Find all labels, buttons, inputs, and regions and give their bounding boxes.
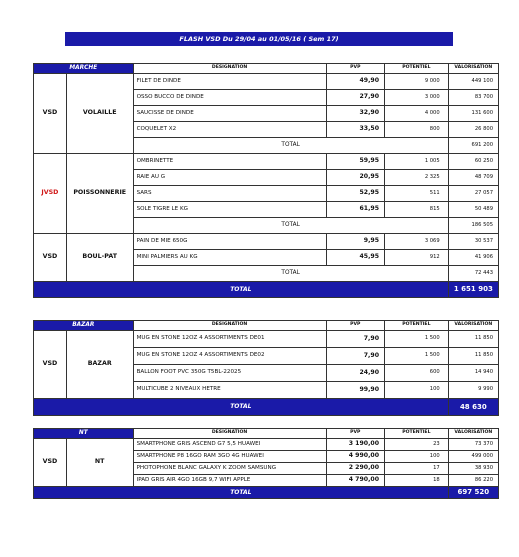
pvp-cell: 24,90: [326, 365, 385, 382]
designation-cell: MINI PALMIERS AU KG: [133, 250, 326, 266]
potentiel-header: POTENTIEL: [385, 429, 449, 439]
designation-cell: SOLE TIGRE LE KG: [133, 202, 326, 218]
designation-cell: COQUELET X2: [133, 122, 326, 138]
valorisation-cell: 11 850: [448, 331, 498, 348]
potentiel-cell: 600: [385, 365, 449, 382]
store-cell: JVSD: [34, 154, 67, 234]
pvp-cell: 59,95: [326, 154, 385, 170]
designation-cell: SMARTPHONE P8 16GO RAM 3GO 4G HUAWEI: [133, 451, 326, 463]
table-row: [34, 74, 499, 90]
subtotal-label: TOTAL: [133, 218, 448, 234]
subtotal-value: 72 443: [448, 266, 498, 282]
grand-total-label: TOTAL: [34, 399, 449, 416]
potentiel-header: POTENTIEL: [385, 64, 449, 74]
pvp-cell: 9,95: [326, 234, 385, 250]
valorisation-cell: 38 930: [448, 463, 498, 475]
pvp-cell: 20,95: [326, 170, 385, 186]
valorisation-header: VALORISATION: [448, 321, 498, 331]
designation-cell: FILET DE DINDE: [133, 74, 326, 90]
valorisation-cell: 50 489: [448, 202, 498, 218]
nt-table: [33, 428, 499, 499]
store-cell: VSD: [34, 439, 67, 487]
rayon-cell: BAZAR: [66, 331, 133, 399]
store-cell: VSD: [34, 234, 67, 282]
pvp-cell: 4 990,00: [326, 451, 385, 463]
valorisation-cell: 48 709: [448, 170, 498, 186]
pvp-header: PVP: [326, 429, 385, 439]
pvp-cell: 7,90: [326, 331, 385, 348]
valorisation-cell: 83 700: [448, 90, 498, 106]
category-header: BAZAR: [34, 321, 134, 331]
valorisation-cell: 499 000: [448, 451, 498, 463]
potentiel-header: POTENTIEL: [385, 321, 449, 331]
valorisation-cell: 86 220: [448, 475, 498, 487]
pvp-cell: 45,95: [326, 250, 385, 266]
rayon-cell: NT: [66, 439, 133, 487]
pvp-cell: 61,95: [326, 202, 385, 218]
valorisation-cell: 9 990: [448, 382, 498, 399]
valorisation-cell: 131 600: [448, 106, 498, 122]
potentiel-cell: 1 005: [385, 154, 449, 170]
designation-cell: MUG EN STONE 12OZ 4 ASSORTIMENTS DE01: [133, 331, 326, 348]
pvp-cell: 4 790,00: [326, 475, 385, 487]
rayon-cell: POISSONNERIE: [66, 154, 133, 234]
potentiel-cell: 800: [385, 122, 449, 138]
potentiel-cell: 1 500: [385, 331, 449, 348]
pvp-cell: 32,90: [326, 106, 385, 122]
potentiel-cell: 18: [385, 475, 449, 487]
valorisation-cell: 27 057: [448, 186, 498, 202]
rayon-cell: BOUL-PAT: [66, 234, 133, 282]
valorisation-header: VALORISATION: [448, 429, 498, 439]
grand-total-row: [34, 487, 499, 499]
designation-header: DESIGNATION: [133, 321, 326, 331]
subtotal-value: 691 200: [448, 138, 498, 154]
bazar-table: [33, 320, 499, 416]
valorisation-cell: 73 370: [448, 439, 498, 451]
designation-header: DESIGNATION: [133, 429, 326, 439]
potentiel-cell: 100: [385, 451, 449, 463]
store-cell: VSD: [34, 74, 67, 154]
designation-cell: OSSO BUCCO DE DINDE: [133, 90, 326, 106]
pvp-header: PVP: [326, 64, 385, 74]
subtotal-label: TOTAL: [133, 266, 448, 282]
designation-cell: IPAD GRIS AIR 4GO 16GB 9,7 WIFI APPLE: [133, 475, 326, 487]
potentiel-cell: 1 500: [385, 348, 449, 365]
marche-table: [33, 63, 499, 298]
potentiel-cell: 9 000: [385, 74, 449, 90]
valorisation-cell: 41 906: [448, 250, 498, 266]
table-row: [34, 331, 499, 348]
valorisation-cell: 449 100: [448, 74, 498, 90]
pvp-cell: 2 290,00: [326, 463, 385, 475]
designation-cell: PAIN DE MIE 650G: [133, 234, 326, 250]
designation-cell: MULTICUBE 2 NIVEAUX HETRE: [133, 382, 326, 399]
designation-cell: SMARTPHONE GRIS ASCEND G7 5,5 HUAWEI: [133, 439, 326, 451]
potentiel-cell: 17: [385, 463, 449, 475]
grand-total-value: 1 651 903: [448, 282, 498, 298]
table-row: [34, 154, 499, 170]
store-cell: VSD: [34, 331, 67, 399]
table-row: [34, 234, 499, 250]
category-header: NT: [34, 429, 134, 439]
pvp-cell: 33,50: [326, 122, 385, 138]
potentiel-cell: 3 069: [385, 234, 449, 250]
valorisation-cell: 11 850: [448, 348, 498, 365]
pvp-cell: 7,90: [326, 348, 385, 365]
grand-total-value: 697 520: [448, 487, 498, 499]
potentiel-cell: 815: [385, 202, 449, 218]
potentiel-cell: 3 000: [385, 90, 449, 106]
potentiel-cell: 2 325: [385, 170, 449, 186]
designation-cell: PHOTOPHONE BLANC GALAXY K ZOOM SAMSUNG: [133, 463, 326, 475]
valorisation-cell: 30 537: [448, 234, 498, 250]
report-title: FLASH VSD Du 29/04 au 01/05/16 ( Sem 17): [65, 32, 453, 46]
grand-total-value: 48 630: [448, 399, 498, 416]
designation-cell: RAIE AU G: [133, 170, 326, 186]
pvp-cell: 49,90: [326, 74, 385, 90]
grand-total-row: [34, 399, 499, 416]
designation-cell: SARS: [133, 186, 326, 202]
potentiel-cell: 4 000: [385, 106, 449, 122]
potentiel-cell: 912: [385, 250, 449, 266]
rayon-cell: VOLAILLE: [66, 74, 133, 154]
pvp-cell: 27,90: [326, 90, 385, 106]
header-row: [34, 321, 499, 331]
potentiel-cell: 511: [385, 186, 449, 202]
pvp-cell: 3 190,00: [326, 439, 385, 451]
designation-cell: MUG EN STONE 12OZ 4 ASSORTIMENTS DE02: [133, 348, 326, 365]
grand-total-row: [34, 282, 499, 298]
subtotal-value: 186 505: [448, 218, 498, 234]
valorisation-cell: 14 940: [448, 365, 498, 382]
pvp-header: PVP: [326, 321, 385, 331]
category-header: MARCHE: [34, 64, 134, 74]
designation-cell: OMBRINETTE: [133, 154, 326, 170]
valorisation-cell: 26 800: [448, 122, 498, 138]
designation-header: DESIGNATION: [133, 64, 326, 74]
table-row: [34, 439, 499, 451]
pvp-cell: 52,95: [326, 186, 385, 202]
grand-total-label: TOTAL: [34, 487, 449, 499]
subtotal-label: TOTAL: [133, 138, 448, 154]
potentiel-cell: 23: [385, 439, 449, 451]
potentiel-cell: 100: [385, 382, 449, 399]
header-row: [34, 429, 499, 439]
valorisation-cell: 60 250: [448, 154, 498, 170]
pvp-cell: 99,90: [326, 382, 385, 399]
header-row: [34, 64, 499, 74]
designation-cell: BALLON FOOT PVC 350G T5BL-22025: [133, 365, 326, 382]
grand-total-label: TOTAL: [34, 282, 449, 298]
designation-cell: SAUCISSE DE DINDE: [133, 106, 326, 122]
valorisation-header: VALORISATION: [448, 64, 498, 74]
